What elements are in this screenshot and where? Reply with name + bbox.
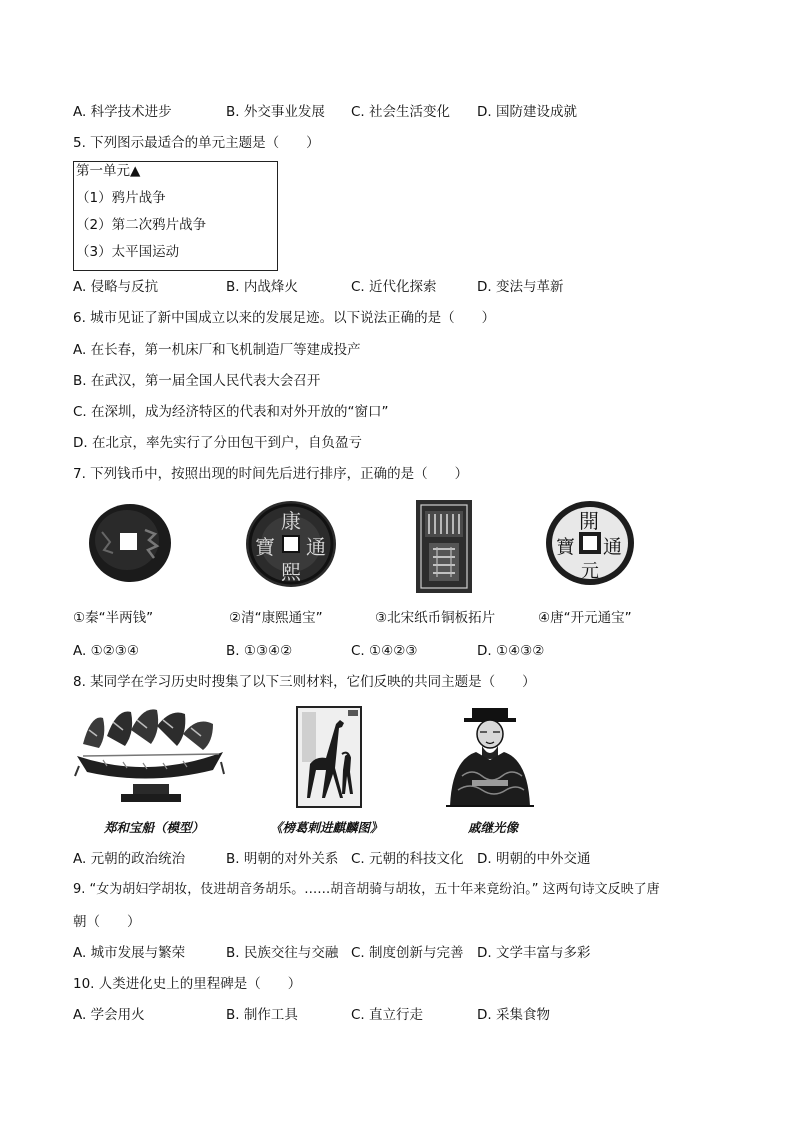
q7-option-a: A. ①②③④ (73, 643, 139, 659)
q7-stem: 7. 下列钱币中，按照出现的时间先后进行排序，正确的是（ ） (73, 466, 469, 482)
q8-caption-3: 戚继光像 (468, 820, 519, 835)
qi-jiguang-portrait-image (442, 706, 538, 810)
q8-stem: 8. 某同学在学习历史时搜集了以下三则材料，它们反映的共同主题是（ ） (73, 674, 536, 690)
q9-options (73, 944, 733, 962)
q6-option-d: D. 在北京，率先实行了分田包干到户，自负盈亏 (73, 435, 362, 451)
q8-caption-2: 《榜葛剌进麒麟图》 (270, 820, 383, 835)
q10-option-d: D. 采集食物 (477, 1007, 550, 1023)
q5-stem: 5. 下列图示最适合的单元主题是（ ） (73, 135, 320, 151)
kangxi-coin-char-right: 通 (306, 535, 326, 559)
q7-caption-3: ③北宋纸币铜板拓片 (375, 610, 496, 626)
q7-options (73, 642, 733, 660)
q7-caption-1: ①秦“半两钱” (73, 610, 154, 626)
q5-option-b: B. 内战烽火 (226, 279, 298, 295)
q9-option-d: D. 文学丰富与多彩 (477, 945, 591, 961)
kaiyuan-tongbao-coin-image (545, 500, 635, 586)
q10-option-c: C. 直立行走 (351, 1007, 424, 1023)
q5-options (73, 278, 733, 296)
q8-option-d: D. 明朝的中外交通 (477, 851, 591, 867)
kaiyuan-coin-char-right: 通 (603, 536, 623, 558)
q8-caption-1: 郑和宝船（模型） (104, 820, 205, 835)
q5-option-c: C. 近代化探索 (351, 279, 437, 295)
q4-option-c: C. 社会生活变化 (351, 104, 451, 120)
kangxi-coin-char-top: 康 (281, 509, 301, 533)
q7-option-c: C. ①④②③ (351, 643, 418, 659)
q4-options (73, 103, 733, 121)
q4-option-a: A. 科学技术进步 (73, 104, 172, 120)
q7-caption-4: ④唐“开元通宝” (538, 610, 632, 626)
q6-option-a: A. 在长春，第一机床厂和飞机制造厂等建成投产 (73, 342, 361, 358)
giraffe-tribute-painting-image (296, 706, 362, 808)
q5-unit-box (73, 161, 278, 271)
q9-stem-line-2: 朝（ ） (73, 914, 141, 930)
q5-option-d: D. 变法与革新 (477, 279, 564, 295)
q6-option-c: C. 在深圳，成为经济特区的代表和对外开放的“窗口” (73, 404, 389, 420)
q10-stem: 10. 人类进化史上的里程碑是（ ） (73, 976, 302, 992)
q10-options (73, 1006, 733, 1024)
kaiyuan-coin-char-bottom: 元 (581, 561, 599, 582)
q6-stem: 6. 城市见证了新中国成立以来的发展足迹。以下说法正确的是（ ） (73, 310, 496, 326)
kangxi-coin-char-bottom: 熙 (281, 560, 301, 584)
kaiyuan-coin-char-left: 寶 (556, 536, 576, 558)
q7-option-d: D. ①④③② (477, 643, 545, 659)
qin-banliang-coin-image (87, 502, 173, 584)
song-banknote-rubbing-image (415, 499, 473, 594)
q5-box-item-2: （2）第二次鸦片战争 (76, 217, 207, 233)
q9-option-a: A. 城市发展与繁荣 (73, 945, 186, 961)
q5-box-item-3: （3）太平国运动 (76, 244, 180, 260)
q5-box-item-1: （1）鸦片战争 (76, 190, 166, 206)
treasure-ship-model-image (73, 706, 225, 808)
q8-options (73, 850, 733, 868)
q9-stem-line-1: 9. “女为胡妇学胡妆，伎进胡音务胡乐。……胡音胡骑与胡妆，五十年来竟纷泊。” 这两句诗文反映了唐 (73, 882, 660, 897)
kangxi-tongbao-coin-image (245, 500, 337, 588)
q5-option-a: A. 侵略与反抗 (73, 279, 159, 295)
q9-option-b: B. 民族交往与交融 (226, 945, 339, 961)
q9-option-c: C. 制度创新与完善 (351, 945, 464, 961)
q8-option-a: A. 元朝的政治统治 (73, 851, 186, 867)
q5-box-title: 第一单元▲ (76, 163, 141, 179)
q4-option-b: B. 外交事业发展 (226, 104, 325, 120)
q4-option-d: D. 国防建设成就 (477, 104, 577, 120)
q7-option-b: B. ①③④② (226, 643, 293, 659)
kaiyuan-coin-char-top: 開 (579, 509, 599, 533)
kangxi-coin-char-left: 寶 (255, 535, 275, 559)
q7-caption-2: ②清“康熙通宝” (229, 610, 323, 626)
q10-option-b: B. 制作工具 (226, 1007, 298, 1023)
q6-option-b: B. 在武汉，第一届全国人民代表大会召开 (73, 373, 321, 389)
q10-option-a: A. 学会用火 (73, 1007, 145, 1023)
q8-option-c: C. 元朝的科技文化 (351, 851, 464, 867)
q8-option-b: B. 明朝的对外关系 (226, 851, 339, 867)
